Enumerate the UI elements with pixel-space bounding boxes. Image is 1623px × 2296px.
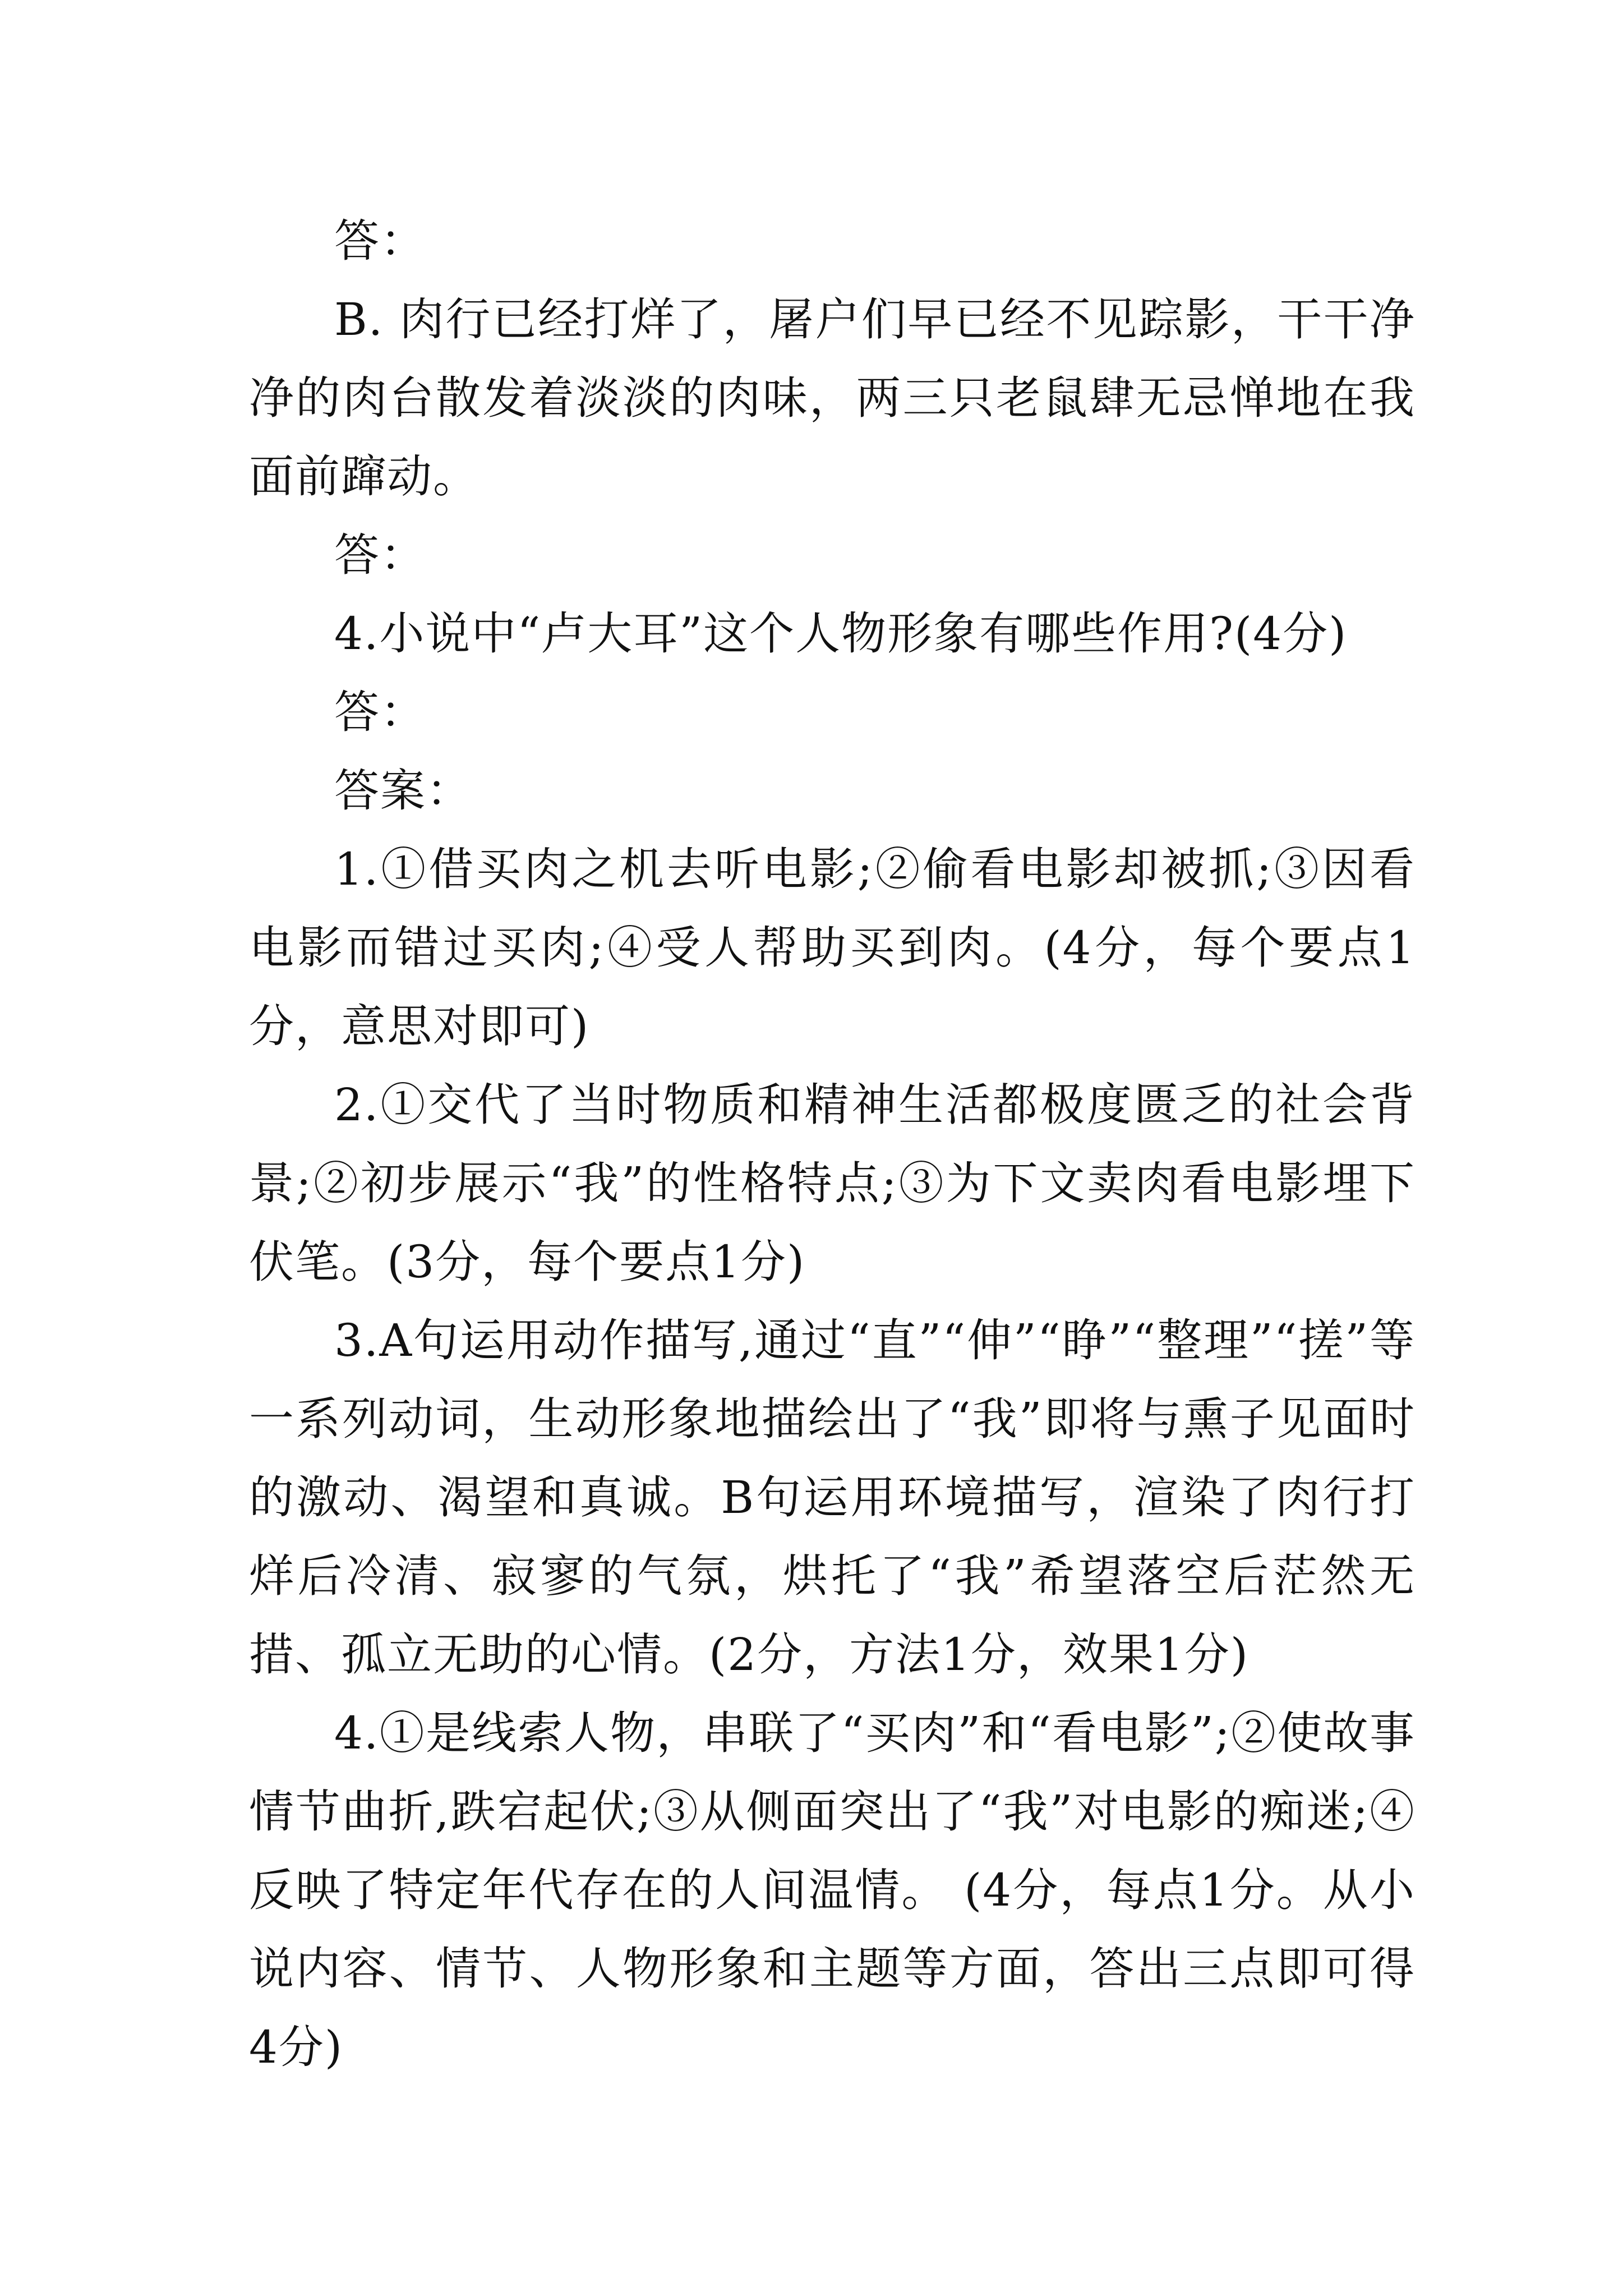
answer-key-heading: 答案： bbox=[334, 765, 472, 817]
answer-1: 1.①借买肉之机去听电影;②偷看电影却被抓;③因看电影而错过买肉;④受人帮助买到肉。(4分，每个要点1分，意思对即可) bbox=[249, 843, 1415, 1052]
answer-label-2: 答： bbox=[334, 529, 426, 581]
answer-3: 3.A句运用动作描写,通过“直”“伸”“睁”“整理”“搓”等一系列动词，生动形象地描绘出了“我”即将与熏子见面时的激动、渴望和真诚。B句运用环境描写，渲染了肉行打烊后冷清、寂寥的气氛，烘托了“我”希望落空后茫然无措、孤立无助的心情。(2分，方法1分，效果1分) bbox=[249, 1314, 1415, 1681]
document-body bbox=[249, 202, 1415, 2087]
answer-2: 2.①交代了当时物质和精神生活都极度匮乏的社会背景;②初步展示“我”的性格特点;③为下文卖肉看电影埋下伏笔。(3分，每个要点1分) bbox=[249, 1079, 1415, 1288]
sentence-b-text: B. 肉行已经打烊了，屠户们早已经不见踪影，干干净净的肉台散发着淡淡的肉味，两三只老鼠肆无忌惮地在我面前蹿动。 bbox=[249, 293, 1415, 503]
answer-label-1: 答： bbox=[334, 215, 426, 267]
answer-4: 4.①是线索人物，串联了“买肉”和“看电影”;②使故事情节曲折,跌宕起伏;③从侧面突出了“我”对电影的痴迷;④反映了特定年代存在的人间温情。 (4分，每点1分。从小说内容、情节、人物形象和主题等方面，答出三点即可得4分) bbox=[249, 1707, 1415, 2073]
question-4: 4.小说中“卢大耳”这个人物形象有哪些作用?(4分) bbox=[334, 608, 1348, 660]
answer-label-3: 答： bbox=[334, 686, 426, 738]
